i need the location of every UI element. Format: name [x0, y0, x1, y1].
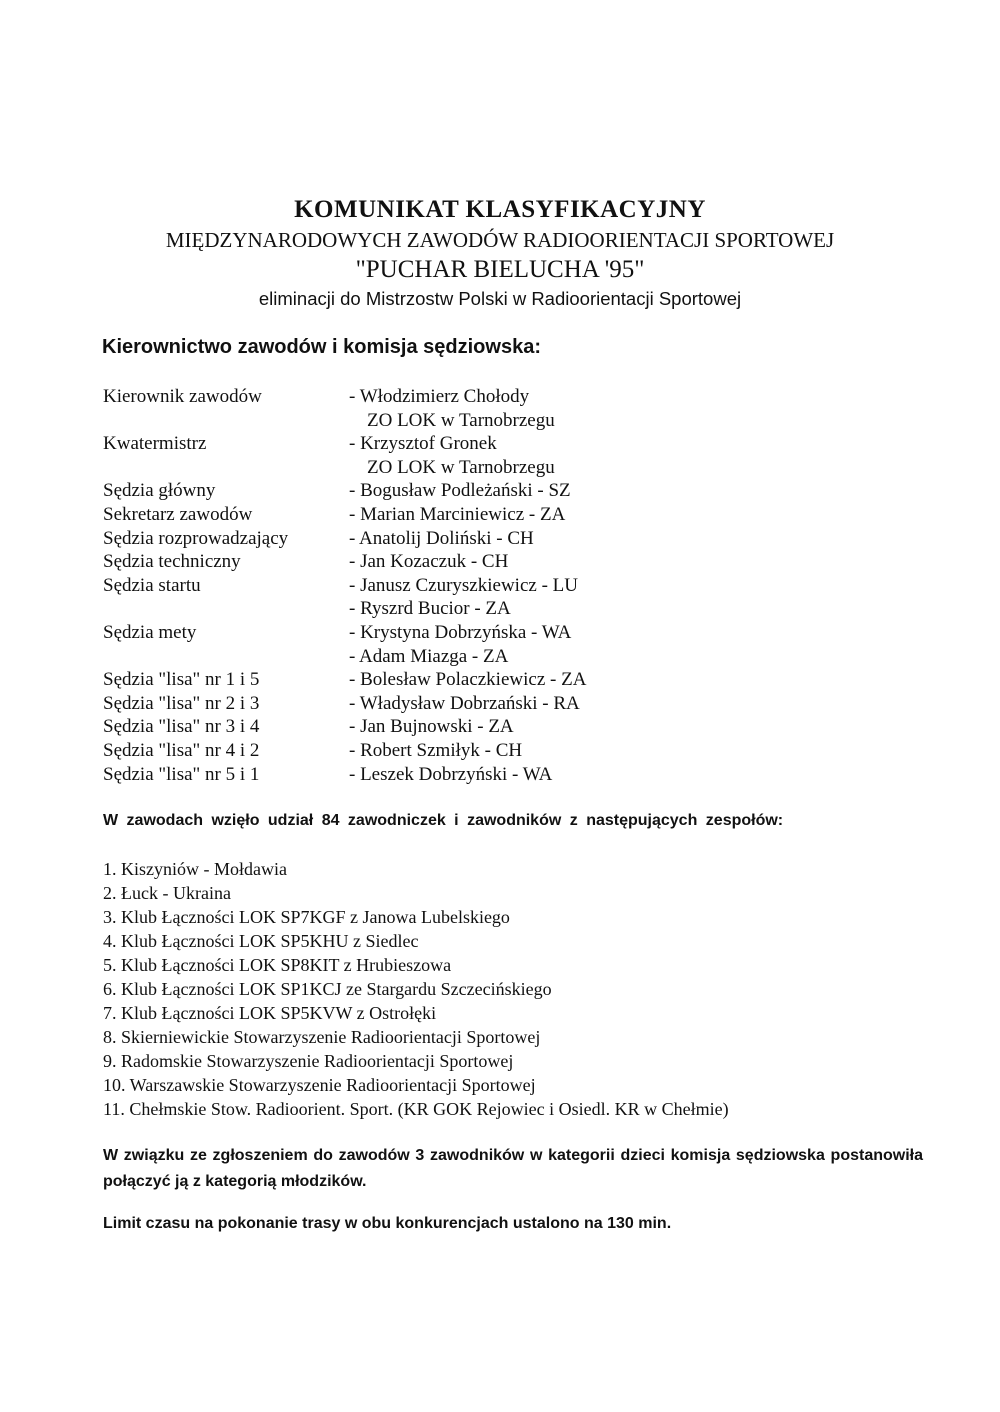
staff-person: ZO LOK w Tarnobrzegu: [367, 456, 555, 478]
staff-role: Sędzia mety: [103, 621, 197, 643]
staff-row: [103, 763, 863, 787]
staff-person: - Władysław Dobrzański - RA: [349, 692, 580, 714]
team-item: 10. Warszawskie Stowarzyszenie Radioorientacji Sportowej: [103, 1075, 536, 1095]
staff-role: [103, 645, 349, 669]
document-title: KOMUNIKAT KLASYFIKACYJNY: [294, 196, 706, 223]
team-list: [103, 857, 923, 1121]
category-merge-note: W związku ze zgłoszeniem do zawodów 3 zawodników w kategorii dzieci komisja sędziowska postanowiła połączyć ją z kategorią młodzików.: [103, 1147, 923, 1190]
staff-role: Sędzia rozprowadzający: [103, 527, 289, 549]
elimination-line: eliminacji do Mistrzostw Polski w Radioorientacji Sportowej: [258, 288, 742, 309]
staff-person: - Leszek Dobrzyński - WA: [349, 763, 553, 785]
cup-name: "PUCHAR BIELUCHA '95": [355, 256, 645, 283]
staff-row: [103, 621, 863, 645]
staff-person: - Anatolij Doliński - CH: [349, 527, 534, 549]
staff-person: - Ryszrd Bucior - ZA: [349, 598, 511, 620]
staff-role: Sędzia "lisa" nr 1 i 5: [103, 669, 260, 691]
staff-role: Sędzia "lisa" nr 3 i 4: [103, 716, 260, 738]
staff-heading: Kierownictwo zawodów i komisja sędziowska:: [102, 336, 541, 358]
team-item: 1. Kiszyniów - Mołdawia: [103, 859, 287, 879]
team-item: 7. Klub Łączności LOK SP5KVW z Ostrołęki: [103, 1003, 437, 1023]
staff-role: Sędzia techniczny: [103, 551, 241, 573]
staff-row: [103, 385, 863, 409]
team-item: 5. Klub Łączności LOK SP8KIT z Hrubieszowa: [103, 955, 452, 975]
staff-person: - Krzysztof Gronek: [349, 433, 497, 455]
staff-row: [103, 692, 863, 716]
staff-row: [103, 550, 863, 574]
staff-role: Sędzia "lisa" nr 5 i 1: [103, 763, 260, 785]
staff-role: Sekretarz zawodów: [103, 503, 253, 525]
staff-row: [103, 479, 863, 503]
staff-row: [103, 597, 863, 621]
team-item: 4. Klub Łączności LOK SP5KHU z Siedlec: [103, 931, 419, 951]
staff-person: - Marian Marciniewicz - ZA: [349, 503, 566, 525]
team-item: 6. Klub Łączności LOK SP1KCJ ze Stargardu Szczecińskiego: [103, 979, 552, 999]
staff-person: - Włodzimierz Chołody: [349, 386, 530, 407]
staff-person: - Adam Miazga - ZA: [349, 645, 509, 667]
staff-person: - Krystyna Dobrzyńska - WA: [349, 621, 572, 643]
staff-row: [103, 739, 863, 763]
staff-row: [103, 715, 863, 739]
staff-row: [103, 527, 863, 551]
participants-intro: W zawodach wzięło udział 84 zawodniczek i zawodników z następujących zespołów:: [103, 812, 784, 829]
time-limit-note: Limit czasu na pokonanie trasy w obu konkurencjach ustalono na 130 min.: [103, 1215, 672, 1232]
event-subtitle: MIĘDZYNARODOWYCH ZAWODÓW RADIOORIENTACJI SPORTOWEJ: [165, 228, 835, 252]
staff-row: [103, 432, 863, 456]
staff-role: Sędzia główny: [103, 480, 216, 502]
team-item: 3. Klub Łączności LOK SP7KGF z Janowa Lubelskiego: [103, 907, 510, 927]
title-block: [0, 194, 1000, 312]
staff-role: Kwatermistrz: [103, 433, 207, 455]
team-item: 11. Chełmskie Stow. Radioorient. Sport. (KR GOK Rejowiec i Osiedl. KR w Chełmie): [103, 1099, 729, 1119]
staff-list: [103, 385, 863, 786]
staff-role: [103, 456, 349, 480]
staff-row: [103, 645, 863, 669]
staff-person: - Robert Szmiłyk - CH: [349, 739, 523, 761]
team-item: 8. Skierniewickie Stowarzyszenie Radioorientacji Sportowej: [103, 1027, 541, 1047]
staff-role: Sędzia "lisa" nr 2 i 3: [103, 692, 260, 714]
staff-row: [103, 503, 863, 527]
staff-row: [103, 409, 863, 433]
staff-role: [103, 409, 349, 433]
staff-person: - Bogusław Podleżański - SZ: [349, 480, 571, 502]
staff-row: [103, 668, 863, 692]
staff-role: Sędzia startu: [103, 574, 201, 596]
staff-role: [103, 597, 349, 621]
staff-person: - Bolesław Polaczkiewicz - ZA: [349, 669, 587, 691]
staff-role: Sędzia "lisa" nr 4 i 2: [103, 739, 260, 761]
staff-row: [103, 456, 863, 480]
staff-person: - Janusz Czuryszkiewicz - LU: [349, 574, 578, 596]
team-item: 2. Łuck - Ukraina: [103, 883, 231, 903]
staff-person: - Jan Bujnowski - ZA: [349, 716, 514, 738]
staff-row: [103, 574, 863, 598]
staff-person: ZO LOK w Tarnobrzegu: [367, 409, 555, 431]
staff-role: Kierownik zawodów: [103, 386, 262, 407]
team-item: 9. Radomskie Stowarzyszenie Radioorientacji Sportowej: [103, 1051, 514, 1071]
staff-person: - Jan Kozaczuk - CH: [349, 551, 509, 573]
